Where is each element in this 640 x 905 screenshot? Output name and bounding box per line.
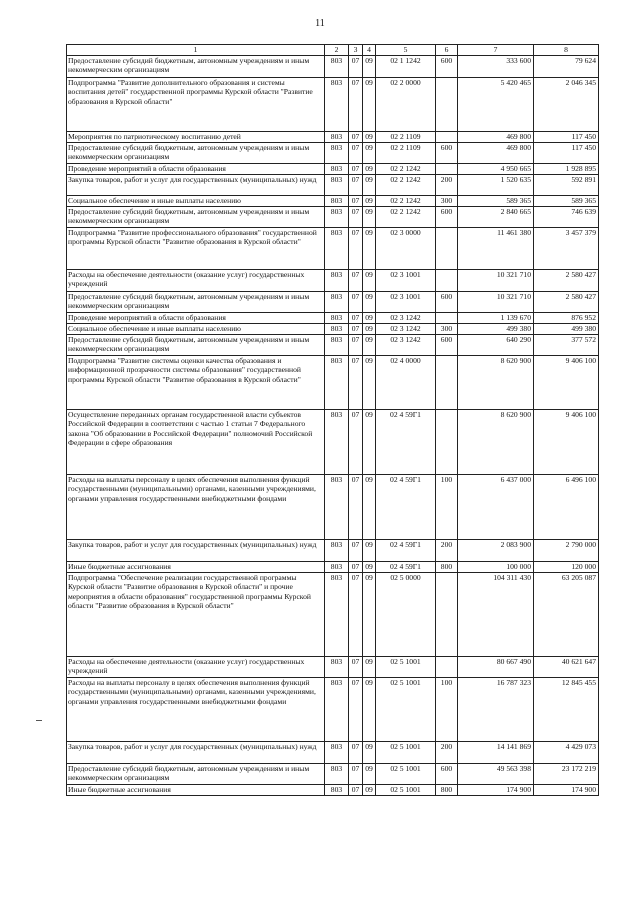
cell-amount-year2: 120 000	[534, 561, 599, 572]
cell-section: 07	[349, 763, 363, 784]
page-number: 11	[315, 18, 325, 29]
cell-amount-year1: 1 139 670	[458, 312, 534, 323]
cell-ministry: 803	[325, 142, 349, 163]
cell-target-article: 02 2 1242	[376, 174, 436, 195]
cell-expense-type: 600	[436, 763, 458, 784]
row-name: Социальное обеспечение и иные выплаты населению	[67, 195, 325, 206]
cell-amount-year1: 10 321 710	[458, 269, 534, 291]
cell-ministry: 803	[325, 291, 349, 312]
cell-expense-type: 800	[436, 561, 458, 572]
row-name: Предоставление субсидий бюджетным, автономным учреждениям и иным некоммерческим организациям	[67, 334, 325, 355]
cell-amount-year2: 592 891	[534, 174, 599, 195]
cell-ministry: 803	[325, 784, 349, 795]
cell-ministry: 803	[325, 355, 349, 409]
cell-amount-year1: 174 900	[458, 784, 534, 795]
cell-subsection: 09	[363, 539, 376, 561]
cell-expense-type	[436, 312, 458, 323]
cell-expense-type	[436, 355, 458, 409]
table-row	[67, 195, 599, 206]
cell-amount-year2: 79 624	[534, 55, 599, 77]
cell-subsection: 09	[363, 656, 376, 677]
cell-amount-year2: 377 572	[534, 334, 599, 355]
cell-subsection: 09	[363, 572, 376, 656]
cell-amount-year2: 589 365	[534, 195, 599, 206]
cell-section: 07	[349, 409, 363, 474]
cell-target-article: 02 2 1242	[376, 206, 436, 227]
row-name: Расходы на обеспечение деятельности (оказание услуг) государственных учреждений	[67, 656, 325, 677]
cell-amount-year1: 333 600	[458, 55, 534, 77]
cell-amount-year2: 23 172 219	[534, 763, 599, 784]
cell-subsection: 09	[363, 677, 376, 741]
cell-amount-year1: 8 620 900	[458, 355, 534, 409]
cell-amount-year1: 2 840 665	[458, 206, 534, 227]
table-row	[67, 77, 599, 131]
cell-ministry: 803	[325, 77, 349, 131]
cell-expense-type: 200	[436, 741, 458, 763]
cell-section: 07	[349, 784, 363, 795]
table-row	[67, 409, 599, 474]
row-name: Иные бюджетные ассигнования	[67, 784, 325, 795]
cell-amount-year2: 499 380	[534, 323, 599, 334]
cell-target-article: 02 4 59Г1	[376, 409, 436, 474]
cell-target-article: 02 1 1242	[376, 55, 436, 77]
cell-section: 07	[349, 561, 363, 572]
cell-section: 07	[349, 323, 363, 334]
cell-target-article: 02 2 1242	[376, 163, 436, 174]
row-name: Социальное обеспечение и иные выплаты населению	[67, 323, 325, 334]
table-row	[67, 163, 599, 174]
cell-section: 07	[349, 355, 363, 409]
row-name: Расходы на выплаты персоналу в целях обеспечения выполнения функций государственными (муниципальными) органами, казенными учреждениями, органами управления государственными внебюджетными фондами	[67, 677, 325, 741]
table-row	[67, 784, 599, 795]
row-name: Осуществление переданных органам государственной власти субъектов Российской Федерации в соответствии с частью 1 статьи 7 Федерального закона "Об образовании в Российской Федерации" полномочий Российской Федерации в сфере образования	[67, 409, 325, 474]
cell-subsection: 09	[363, 227, 376, 269]
cell-amount-year1: 8 620 900	[458, 409, 534, 474]
cell-target-article: 02 4 59Г1	[376, 474, 436, 539]
cell-amount-year1: 499 380	[458, 323, 534, 334]
cell-amount-year2: 876 952	[534, 312, 599, 323]
margin-mark	[36, 720, 42, 721]
cell-section: 07	[349, 55, 363, 77]
cell-subsection: 09	[363, 784, 376, 795]
cell-amount-year2: 4 429 073	[534, 741, 599, 763]
cell-section: 07	[349, 312, 363, 323]
cell-amount-year2: 174 900	[534, 784, 599, 795]
cell-amount-year1: 16 787 323	[458, 677, 534, 741]
cell-amount-year2: 9 406 100	[534, 409, 599, 474]
cell-amount-year2: 40 621 647	[534, 656, 599, 677]
cell-section: 07	[349, 227, 363, 269]
table-row	[67, 174, 599, 195]
column-header: 3	[349, 45, 363, 56]
cell-subsection: 09	[363, 77, 376, 131]
cell-ministry: 803	[325, 741, 349, 763]
cell-ministry: 803	[325, 195, 349, 206]
cell-expense-type	[436, 227, 458, 269]
cell-amount-year1: 640 290	[458, 334, 534, 355]
row-name: Закупка товаров, работ и услуг для государственных (муниципальных) нужд	[67, 741, 325, 763]
cell-expense-type	[436, 77, 458, 131]
cell-expense-type	[436, 656, 458, 677]
table-row	[67, 269, 599, 291]
row-name: Расходы на выплаты персоналу в целях обеспечения выполнения функций государственными (муниципальными) органами, казенными учреждениями, органами управления государственными внебюджетными фондами	[67, 474, 325, 539]
cell-section: 07	[349, 206, 363, 227]
row-name: Подпрограмма "Развитие дополнительного образования и системы воспитания детей" государственной программы Курской области "Развитие образования в Курской области"	[67, 77, 325, 131]
row-name: Предоставление субсидий бюджетным, автономным учреждениям и иным некоммерческим организациям	[67, 55, 325, 77]
cell-expense-type	[436, 163, 458, 174]
table-row	[67, 355, 599, 409]
cell-section: 07	[349, 77, 363, 131]
cell-amount-year1: 5 420 465	[458, 77, 534, 131]
cell-target-article: 02 5 1001	[376, 784, 436, 795]
cell-amount-year2: 2 046 345	[534, 77, 599, 131]
cell-expense-type: 600	[436, 55, 458, 77]
cell-expense-type: 600	[436, 334, 458, 355]
cell-target-article: 02 5 1001	[376, 763, 436, 784]
cell-ministry: 803	[325, 323, 349, 334]
cell-ministry: 803	[325, 163, 349, 174]
cell-ministry: 803	[325, 409, 349, 474]
cell-target-article: 02 2 1242	[376, 195, 436, 206]
cell-amount-year1: 49 563 398	[458, 763, 534, 784]
table-row	[67, 677, 599, 741]
cell-section: 07	[349, 195, 363, 206]
cell-subsection: 09	[363, 474, 376, 539]
cell-amount-year2: 1 928 895	[534, 163, 599, 174]
cell-amount-year2: 12 845 455	[534, 677, 599, 741]
cell-subsection: 09	[363, 174, 376, 195]
cell-subsection: 09	[363, 142, 376, 163]
row-name: Предоставление субсидий бюджетным, автономным учреждениям и иным некоммерческим организациям	[67, 291, 325, 312]
row-name: Иные бюджетные ассигнования	[67, 561, 325, 572]
cell-subsection: 09	[363, 355, 376, 409]
row-name: Предоставление субсидий бюджетным, автономным учреждениям и иным некоммерческим организациям	[67, 142, 325, 163]
row-name: Проведение мероприятий в области образования	[67, 312, 325, 323]
cell-amount-year1: 1 520 635	[458, 174, 534, 195]
table-row	[67, 312, 599, 323]
cell-expense-type	[436, 409, 458, 474]
cell-subsection: 09	[363, 323, 376, 334]
cell-expense-type: 300	[436, 323, 458, 334]
cell-ministry: 803	[325, 656, 349, 677]
cell-amount-year1: 589 365	[458, 195, 534, 206]
cell-subsection: 09	[363, 409, 376, 474]
column-header: 5	[376, 45, 436, 56]
cell-ministry: 803	[325, 174, 349, 195]
cell-amount-year2: 3 457 379	[534, 227, 599, 269]
cell-ministry: 803	[325, 677, 349, 741]
row-name: Подпрограмма "Развитие профессионального образования" государственной программы Курской области "Развитие образования в Курской области"	[67, 227, 325, 269]
cell-amount-year1: 4 950 665	[458, 163, 534, 174]
table-row	[67, 334, 599, 355]
cell-ministry: 803	[325, 55, 349, 77]
cell-target-article: 02 3 1242	[376, 323, 436, 334]
cell-target-article: 02 5 0000	[376, 572, 436, 656]
cell-amount-year2: 746 639	[534, 206, 599, 227]
cell-section: 07	[349, 163, 363, 174]
cell-expense-type: 200	[436, 174, 458, 195]
cell-amount-year2: 2 580 427	[534, 291, 599, 312]
cell-section: 07	[349, 741, 363, 763]
cell-amount-year1: 10 321 710	[458, 291, 534, 312]
table-row	[67, 131, 599, 142]
cell-ministry: 803	[325, 206, 349, 227]
cell-section: 07	[349, 474, 363, 539]
table-row	[67, 561, 599, 572]
table-row	[67, 656, 599, 677]
cell-amount-year1: 469 800	[458, 131, 534, 142]
cell-amount-year1: 469 800	[458, 142, 534, 163]
cell-expense-type: 600	[436, 142, 458, 163]
cell-expense-type	[436, 131, 458, 142]
cell-subsection: 09	[363, 206, 376, 227]
cell-target-article: 02 2 1109	[376, 131, 436, 142]
cell-section: 07	[349, 677, 363, 741]
cell-ministry: 803	[325, 474, 349, 539]
table-row	[67, 763, 599, 784]
cell-expense-type: 600	[436, 291, 458, 312]
table-row	[67, 323, 599, 334]
table-row	[67, 291, 599, 312]
table-header-row	[67, 45, 599, 56]
row-name: Мероприятия по патриотическому воспитанию детей	[67, 131, 325, 142]
cell-ministry: 803	[325, 269, 349, 291]
cell-amount-year1: 11 461 380	[458, 227, 534, 269]
table-row	[67, 142, 599, 163]
cell-amount-year1: 2 083 900	[458, 539, 534, 561]
cell-amount-year2: 2 580 427	[534, 269, 599, 291]
table-row	[67, 572, 599, 656]
row-name: Закупка товаров, работ и услуг для государственных (муниципальных) нужд	[67, 174, 325, 195]
row-name: Предоставление субсидий бюджетным, автономным учреждениям и иным некоммерческим организациям	[67, 763, 325, 784]
cell-ministry: 803	[325, 539, 349, 561]
row-name: Закупка товаров, работ и услуг для государственных (муниципальных) нужд	[67, 539, 325, 561]
cell-amount-year2: 117 450	[534, 131, 599, 142]
cell-ministry: 803	[325, 312, 349, 323]
cell-expense-type	[436, 269, 458, 291]
cell-amount-year2: 63 205 087	[534, 572, 599, 656]
cell-subsection: 09	[363, 195, 376, 206]
column-header: 2	[325, 45, 349, 56]
cell-expense-type: 100	[436, 474, 458, 539]
cell-target-article: 02 5 1001	[376, 677, 436, 741]
cell-target-article: 02 3 0000	[376, 227, 436, 269]
cell-subsection: 09	[363, 561, 376, 572]
table-row	[67, 206, 599, 227]
cell-amount-year2: 9 406 100	[534, 355, 599, 409]
cell-target-article: 02 4 59Г1	[376, 561, 436, 572]
cell-expense-type: 600	[436, 206, 458, 227]
cell-section: 07	[349, 142, 363, 163]
cell-subsection: 09	[363, 55, 376, 77]
cell-amount-year1: 6 437 000	[458, 474, 534, 539]
cell-section: 07	[349, 539, 363, 561]
cell-ministry: 803	[325, 227, 349, 269]
cell-target-article: 02 3 1242	[376, 334, 436, 355]
cell-expense-type: 100	[436, 677, 458, 741]
column-header: 1	[67, 45, 325, 56]
cell-expense-type: 300	[436, 195, 458, 206]
cell-subsection: 09	[363, 741, 376, 763]
cell-amount-year1: 104 311 430	[458, 572, 534, 656]
cell-ministry: 803	[325, 334, 349, 355]
cell-ministry: 803	[325, 561, 349, 572]
cell-section: 07	[349, 269, 363, 291]
cell-section: 07	[349, 174, 363, 195]
cell-target-article: 02 2 0000	[376, 77, 436, 131]
cell-section: 07	[349, 656, 363, 677]
column-header: 7	[458, 45, 534, 56]
cell-target-article: 02 3 1001	[376, 269, 436, 291]
column-header: 4	[363, 45, 376, 56]
table-row	[67, 474, 599, 539]
cell-subsection: 09	[363, 312, 376, 323]
cell-subsection: 09	[363, 763, 376, 784]
cell-ministry: 803	[325, 572, 349, 656]
column-header: 8	[534, 45, 599, 56]
cell-target-article: 02 4 0000	[376, 355, 436, 409]
cell-section: 07	[349, 131, 363, 142]
cell-amount-year1: 80 667 490	[458, 656, 534, 677]
cell-amount-year2: 2 790 000	[534, 539, 599, 561]
cell-target-article: 02 2 1109	[376, 142, 436, 163]
cell-target-article: 02 3 1242	[376, 312, 436, 323]
cell-amount-year1: 14 141 869	[458, 741, 534, 763]
table-row	[67, 227, 599, 269]
row-name: Проведение мероприятий в области образования	[67, 163, 325, 174]
cell-expense-type: 800	[436, 784, 458, 795]
row-name: Расходы на обеспечение деятельности (оказание услуг) государственных учреждений	[67, 269, 325, 291]
cell-amount-year2: 6 496 100	[534, 474, 599, 539]
cell-section: 07	[349, 291, 363, 312]
budget-table	[66, 44, 599, 796]
cell-subsection: 09	[363, 163, 376, 174]
cell-subsection: 09	[363, 131, 376, 142]
cell-amount-year2: 117 450	[534, 142, 599, 163]
row-name: Предоставление субсидий бюджетным, автономным учреждениям и иным некоммерческим организациям	[67, 206, 325, 227]
cell-subsection: 09	[363, 334, 376, 355]
cell-ministry: 803	[325, 131, 349, 142]
row-name: Подпрограмма "Обеспечение реализации государственной программы Курской области "Развитие образования в Курской области" и прочие мероприятия в области образования" государственной программы Курской области "Развитие образования в Курской области"	[67, 572, 325, 656]
cell-expense-type: 200	[436, 539, 458, 561]
cell-expense-type	[436, 572, 458, 656]
table-row	[67, 539, 599, 561]
cell-target-article: 02 5 1001	[376, 656, 436, 677]
cell-section: 07	[349, 334, 363, 355]
row-name: Подпрограмма "Развитие системы оценки качества образования и информационной прозрачности системы образования" государственной программы Курской области "Развитие образования в Курской области"	[67, 355, 325, 409]
cell-target-article: 02 4 59Г1	[376, 539, 436, 561]
cell-subsection: 09	[363, 269, 376, 291]
cell-ministry: 803	[325, 763, 349, 784]
cell-section: 07	[349, 572, 363, 656]
cell-amount-year1: 100 000	[458, 561, 534, 572]
cell-target-article: 02 3 1001	[376, 291, 436, 312]
cell-target-article: 02 5 1001	[376, 741, 436, 763]
table-row	[67, 55, 599, 77]
cell-subsection: 09	[363, 291, 376, 312]
column-header: 6	[436, 45, 458, 56]
table-row	[67, 741, 599, 763]
